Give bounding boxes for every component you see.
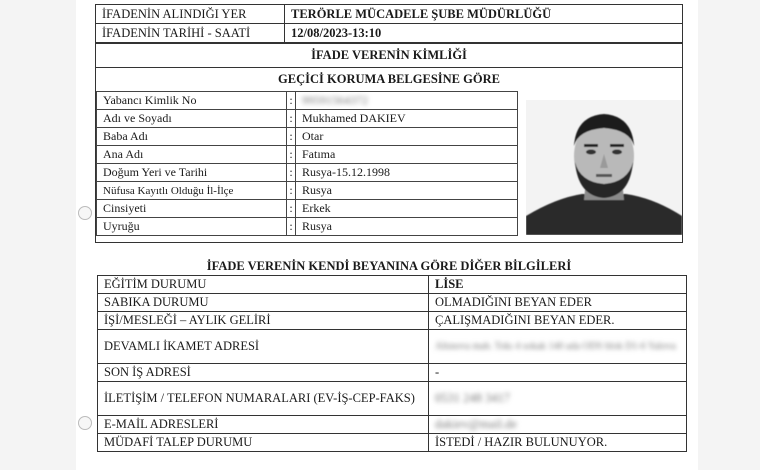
lawyer-request-label: MÜDAFİ TALEP DURUMU (98, 434, 429, 452)
mother-label: Ana Adı (97, 146, 287, 164)
redacted-text: Altınova mah. Tokı 4 sokak 140 ada ODS blok D1-6 Yalova (435, 340, 676, 352)
table-row (97, 92, 518, 110)
colon: : (287, 182, 296, 200)
occupation-label: İŞİ/MESLEĞİ – AYLIK GELİRİ (98, 312, 429, 330)
phone-value (429, 382, 687, 416)
place-label: İFADENİN ALINDIĞI YER (96, 5, 285, 24)
place-value: TERÖRLE MÜCADELE ŞUBE MÜDÜRLÜĞÜ (285, 5, 683, 24)
redacted-text: dakiev@mail.de (435, 417, 517, 431)
table-row (97, 200, 518, 218)
email-value (429, 416, 687, 434)
last-work-address-value: - (429, 364, 687, 382)
table-row (96, 5, 683, 24)
last-work-address-label: SON İŞ ADRESİ (98, 364, 429, 382)
criminal-record-value: OLMADIĞINI BEYAN EDER (429, 294, 687, 312)
colon: : (287, 110, 296, 128)
birth-label: Doğum Yeri ve Tarihi (97, 164, 287, 182)
table-row (97, 182, 518, 200)
portrait-image (526, 100, 682, 235)
statement-location-table (95, 4, 683, 43)
table-row (97, 128, 518, 146)
identity-title: İFADE VERENİN KİMLİĞİ (311, 48, 467, 62)
nationality-value: Rusya (296, 218, 518, 236)
table-row (98, 294, 687, 312)
table-row (98, 434, 687, 452)
gender-label: Cinsiyeti (97, 200, 287, 218)
other-info-table (97, 275, 687, 452)
id-value (296, 92, 518, 110)
colon: : (287, 128, 296, 146)
table-row (98, 364, 687, 382)
father-label: Baba Adı (97, 128, 287, 146)
colon: : (287, 146, 296, 164)
birth-value: Rusya-15.12.1998 (296, 164, 518, 182)
table-row (98, 330, 687, 364)
occupation-value: ÇALIŞMADIĞINI BEYAN EDER. (429, 312, 687, 330)
other-info-title: İFADE VERENİN KENDİ BEYANINA GÖRE DİĞER BİLGİLERİ (206, 259, 572, 273)
name-label: Adı ve Soyadı (97, 110, 287, 128)
table-row (98, 276, 687, 294)
lawyer-request-value: İSTEDİ / HAZIR BULUNUYOR. (429, 434, 687, 452)
table-row (97, 218, 518, 236)
table-row (96, 24, 683, 43)
identity-subtitle: GEÇİCİ KORUMA BELGESİNE GÖRE (278, 72, 500, 86)
father-value: Otar (296, 128, 518, 146)
criminal-record-label: SABIKA DURUMU (98, 294, 429, 312)
id-photo (526, 100, 682, 235)
table-row (98, 382, 687, 416)
mother-value: Fatıma (296, 146, 518, 164)
redacted-text: 99591564372 (302, 93, 368, 107)
gender-value: Erkek (296, 200, 518, 218)
colon: : (287, 200, 296, 218)
education-value: LİSE (429, 276, 687, 294)
registry-value: Rusya (296, 182, 518, 200)
identity-table (96, 91, 518, 236)
name-value: Mukhamed DAKIEV (296, 110, 518, 128)
table-row (97, 146, 518, 164)
phone-label: İLETİŞİM / TELEFON NUMARALARI (EV-İŞ-CEP-FAKS) (98, 382, 429, 416)
punch-hole (78, 416, 92, 430)
address-value (429, 330, 687, 364)
table-row (97, 110, 518, 128)
address-label: DEVAMLI İKAMET ADRESİ (98, 330, 429, 364)
redacted-text: 0531 248 3417 (435, 391, 510, 405)
colon: : (287, 218, 296, 236)
registry-label: Nüfusa Kayıtlı Olduğu İl-İlçe (97, 182, 287, 200)
nationality-label: Uyruğu (97, 218, 287, 236)
table-row (98, 416, 687, 434)
divider (96, 67, 682, 68)
table-row (98, 312, 687, 330)
colon: : (287, 92, 296, 110)
email-label: E-MAİL ADRESLERİ (98, 416, 429, 434)
datetime-value: 12/08/2023-13:10 (285, 24, 683, 43)
colon: : (287, 164, 296, 182)
education-label: EĞİTİM DURUMU (98, 276, 429, 294)
table-row (97, 164, 518, 182)
datetime-label: İFADENİN TARİHİ - SAATİ (96, 24, 285, 43)
punch-hole (78, 206, 92, 220)
id-label: Yabancı Kimlik No (97, 92, 287, 110)
